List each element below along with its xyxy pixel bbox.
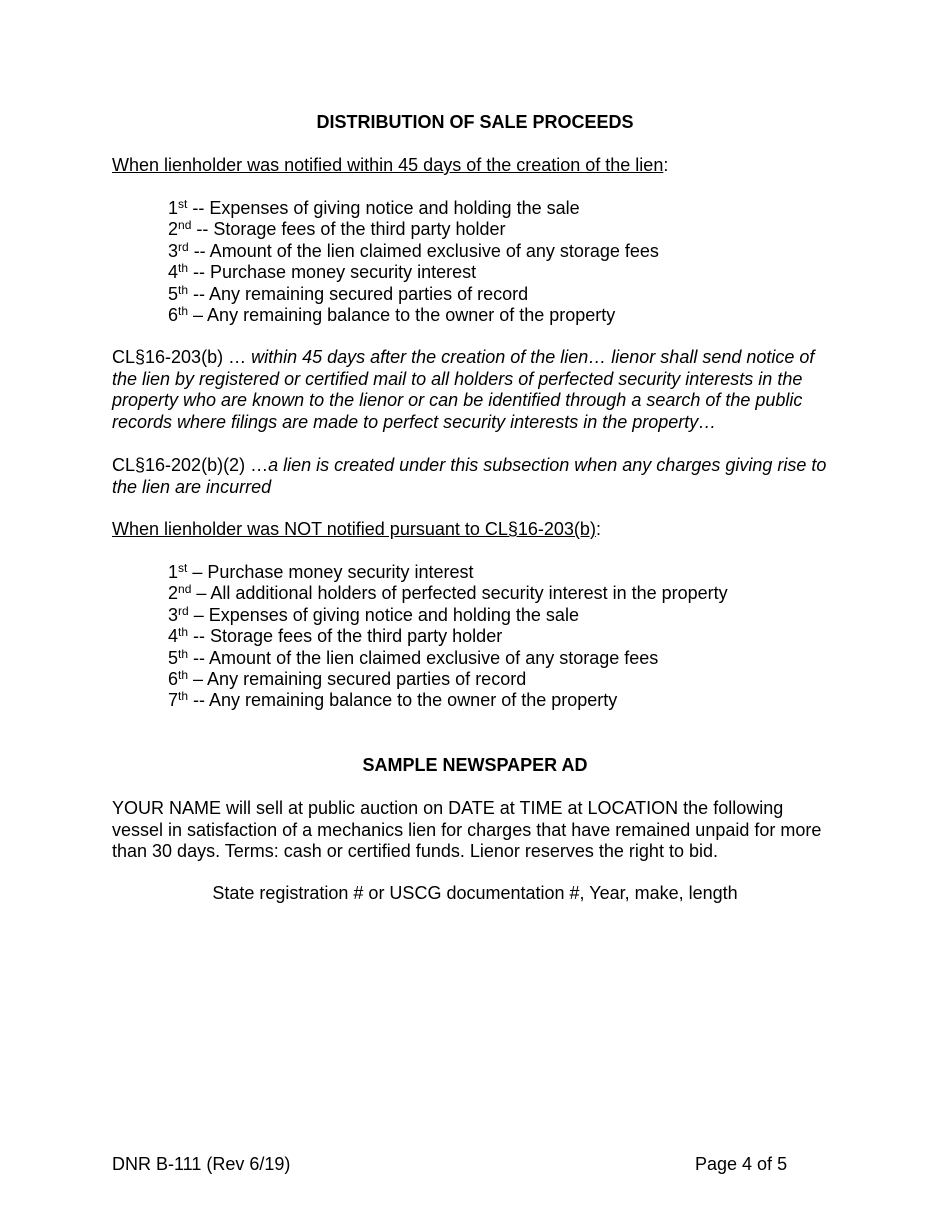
citation-16-202b2 <box>112 455 837 498</box>
list-item: 4th -- Purchase money security interest <box>168 261 477 283</box>
list-item: 1st – Purchase money security interest <box>168 561 474 582</box>
section-title-newspaper-ad: SAMPLE NEWSPAPER AD <box>362 755 588 775</box>
citation-quote: within 45 days after the creation of the lien… lienor shall send notice of the lien by registered or certified mail to all holders of perfected security interests in the property who are known to the lienor or can be identified through a search of the public records where filings are made to perfect security interests in the property… <box>112 347 815 432</box>
condition-colon: : <box>663 155 669 175</box>
list-item: 3rd – Expenses of giving notice and holding the sale <box>168 603 579 625</box>
list-item: 2nd – All additional holders of perfected security interest in the property <box>168 582 728 604</box>
list-item: 5th -- Amount of the lien claimed exclusive of any storage fees <box>168 646 659 668</box>
section-title-distribution: DISTRIBUTION OF SALE PROCEEDS <box>316 112 634 132</box>
page-number: Page 4 of 5 <box>695 1154 788 1174</box>
condition-heading-notified <box>112 155 842 177</box>
list-item: 7th -- Any remaining balance to the owner of the property <box>168 689 618 711</box>
list-item: 6th – Any remaining balance to the owner of the property <box>168 303 616 325</box>
vessel-description-line: State registration # or USCG documentation #, Year, make, length <box>212 883 738 903</box>
condition-colon: : <box>595 519 601 539</box>
form-id: DNR B-111 (Rev 6/19) <box>112 1154 291 1174</box>
list-item: 6th – Any remaining secured parties of record <box>168 667 527 689</box>
sample-ad-text: YOUR NAME will sell at public auction on DATE at TIME at LOCATION the following vessel in satisfaction of a mechanics lien for charges that have remained unpaid for more than 30 days. Terms: cash or certified funds. Lienor reserves the right to bid. <box>112 798 822 861</box>
distribution-list-not-notified <box>168 562 868 712</box>
list-item: 2nd -- Storage fees of the third party holder <box>168 218 506 240</box>
list-item: 5th -- Any remaining secured parties of record <box>168 282 529 304</box>
list-item: 3rd -- Amount of the lien claimed exclusive of any storage fees <box>168 239 659 261</box>
distribution-list-notified <box>168 198 868 326</box>
citation-ref: CL§16-203(b) … <box>112 347 252 367</box>
list-item: 4th -- Storage fees of the third party holder <box>168 625 503 647</box>
citation-quote: a lien is created under this subsection when any charges giving rise to the lien are incurred <box>112 455 827 497</box>
citation-ref: CL§16-202(b)(2) … <box>112 455 269 475</box>
list-item: 1st -- Expenses of giving notice and holding the sale <box>168 197 580 218</box>
condition-heading-not-notified <box>112 519 842 541</box>
citation-16-203b <box>112 347 837 433</box>
condition-text: When lienholder was notified within 45 days of the creation of the lien <box>112 155 664 175</box>
condition-text: When lienholder was NOT notified pursuant to CL§16-203(b) <box>112 519 596 539</box>
